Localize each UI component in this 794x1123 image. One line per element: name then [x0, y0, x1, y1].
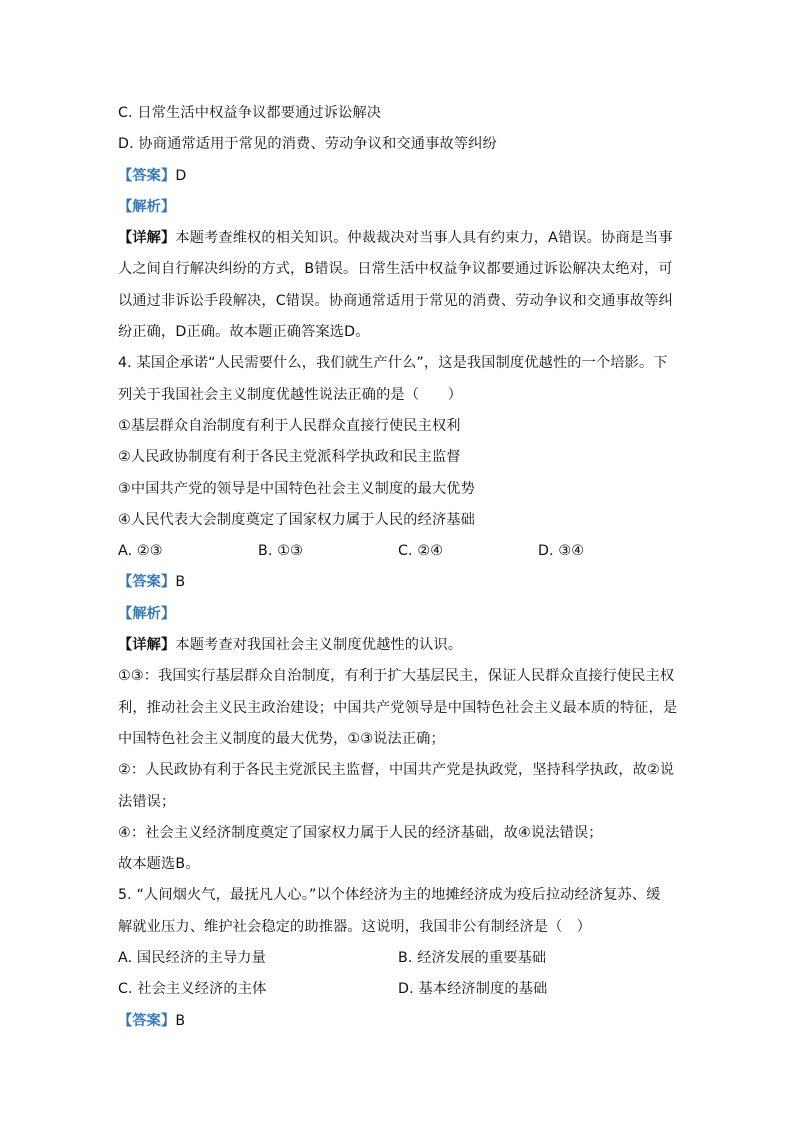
q4-detail-line: 利，推动社会主义民主政治建设；中国共产党领导是中国特色社会主义最本质的特征，是	[118, 699, 678, 716]
q4-stem: 4. 某国企承诺“人民需要什么，我们就生产什么”，这是我国制度优越性的一个培影。下	[118, 355, 668, 372]
document-page	[118, 98, 678, 1037]
q5-options-row	[118, 943, 678, 974]
q5-stem: 解就业压力、维护社会稳定的助推器。这说明，我国非公有制经济是（ ）	[118, 918, 592, 935]
q4-statement: ③中国共产党的领导是中国特色社会主义制度的最大优势	[118, 480, 475, 497]
q4-detail-line: ④：社会主义经济制度奠定了国家权力属于人民的经济基础，故④说法错误；	[118, 824, 603, 841]
q4-statement: ④人民代表大会制度奠定了国家权力属于人民的经济基础	[118, 511, 475, 528]
q3-answer	[118, 161, 678, 192]
q3-detail-line: 人之间自行解决纠纷的方式，B错误。日常生活中权益争议都要通过诉讼解决太绝对，可	[118, 261, 673, 278]
q5-options-row	[118, 974, 678, 1005]
q4-answer	[118, 567, 678, 598]
analysis-tag: 【解析】	[118, 198, 176, 215]
q4-option-a: A. ②③	[118, 543, 163, 560]
q3-option-c: C. 日常生活中权益争议都要通过诉讼解决	[118, 105, 382, 121]
q4-option-d: D. ③④	[538, 543, 585, 560]
q3-detail-line: 【详解】本题考查维权的相关知识。仲裁裁决对当事人具有约束力，A错误。协商是当事	[118, 230, 673, 247]
q5-stem: 5. “人间烟火气，最抚凡人心。”以个体经济为主的地摊经济成为疫后拉动经济复苏、缓	[118, 887, 661, 904]
q4-option-b: B. ①③	[258, 543, 303, 560]
q3-option-d: D. 协商通常适用于常见的消费、劳动争议和交通事故等纠纷	[118, 136, 497, 153]
analysis-tag: 【解析】	[118, 605, 176, 622]
answer-tag: 【答案】	[118, 1012, 176, 1029]
q4-statement: ①基层群众自治制度有利于人民群众直接行使民主权利	[118, 417, 461, 434]
q4-option-c: C. ②④	[398, 543, 444, 560]
answer-tag: 【答案】	[118, 167, 176, 184]
detail-tag: 【详解】	[118, 230, 176, 247]
answer-tag: 【答案】	[118, 574, 176, 591]
q3-detail-line: 纷正确，D正确。故本题正确答案选D。	[118, 324, 370, 341]
answer-value: B	[175, 1012, 186, 1029]
q4-stem: 列关于我国社会主义制度优越性说法正确的是（ ）	[118, 386, 463, 403]
q5-option-c: C. 社会主义经济的主体	[118, 981, 267, 998]
answer-value: B	[175, 574, 186, 591]
q3-analysis-heading	[118, 192, 678, 223]
q4-detail-line: 中国特色社会主义制度的最大优势，①③说法正确；	[118, 730, 445, 747]
q4-detail-line: 法错误；	[118, 793, 176, 810]
q4-analysis-heading	[118, 599, 678, 630]
q5-option-a: A. 国民经济的主导力量	[118, 950, 266, 967]
q4-detail-line: 故本题选B。	[118, 856, 200, 873]
q3-detail-line: 以通过非诉讼手段解决，C错误。协商通常适用于常见的消费、劳动争议和交通事故等纠	[118, 292, 673, 309]
q4-detail-line: 【详解】本题考查对我国社会主义制度优越性的认识。	[118, 637, 463, 654]
answer-value: D	[175, 167, 187, 184]
q4-detail-line: ①③：我国实行基层群众自治制度，有利于扩大基层民主，保证人民群众直接行使民主权	[118, 668, 675, 685]
q5-answer	[118, 1006, 678, 1037]
q4-detail-line: ②：人民政协有利于各民主党派民主监督，中国共产党是执政党，坚持科学执政，故②说	[118, 762, 675, 779]
q5-option-d: D. 基本经济制度的基础	[398, 981, 548, 998]
q5-option-b: B. 经济发展的重要基础	[398, 950, 547, 967]
q4-options	[118, 536, 678, 567]
detail-tag: 【详解】	[118, 637, 176, 654]
q4-statement: ②人民政协制度有利于各民主党派科学执政和民主监督	[118, 449, 461, 466]
